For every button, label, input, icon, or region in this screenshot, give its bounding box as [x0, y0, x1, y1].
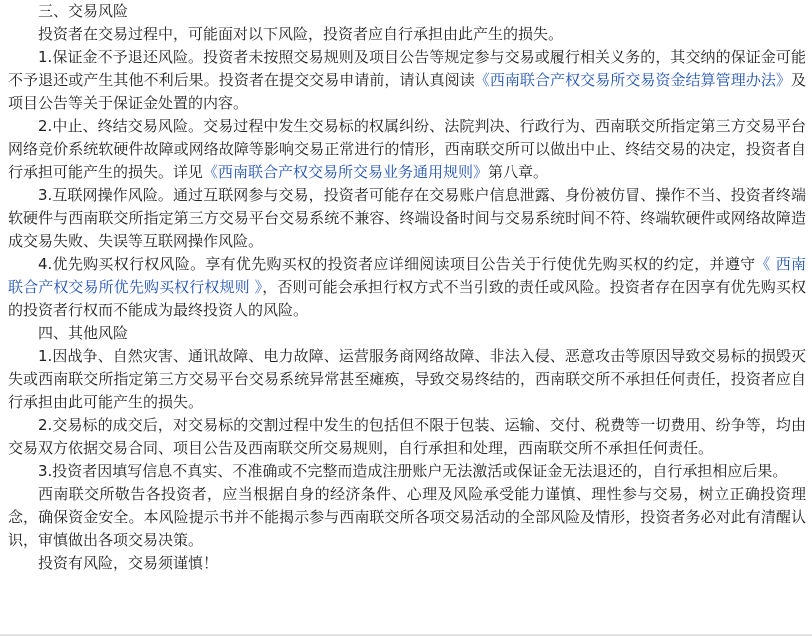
funds-settlement-rules-link[interactable]: 《西南联合产权交易所交易资金结算管理办法》 — [474, 71, 791, 89]
section-heading-trading-risk: 三、交易风险 — [38, 2, 129, 20]
suspension-risk-paragraph — [8, 115, 806, 184]
preemption-rules-link[interactable]: 《 西南联合产权交易所优先购买权行权规则 》 — [8, 255, 806, 296]
suspension-risk-text-end: 第八章。 — [488, 163, 549, 181]
deposit-risk-paragraph — [8, 46, 806, 115]
closing-paragraph: 西南联交所敬告各投资者，应当根据自身的经济条件、心理及风险承受能力谨慎、理性参与交易，树立正确投资理念，确保资金安全。本风险提示书并不能揭示参与西南联交所各项交易活动的全部风险及情形，投资者务必对此有清醒认识，审慎做出各项交易决策。 — [8, 485, 806, 549]
force-majeure-paragraph: 1.因战争、自然灾害、通讯故障、电力故障、运营服务商网络故障、非法入侵、恶意攻击等原因导致交易标的损毁灭失或西南联交所指定第三方交易平台交易系统异常甚至瘫痪，导致交易终结的，西南联交所不承担任何责任，投资者应自行承担由此可能产生的损失。 — [8, 347, 806, 411]
delivery-cost-paragraph: 2.交易标的成交后，对交易标的交割过程中发生的包括但不限于包装、运输、交付、税费等一切费用、纷争等，均由交易双方依据交易合同、项目公告及西南联交所交易规则，自行承担和处理，西南联交所不承担任何责任。 — [8, 416, 806, 457]
preemption-risk-text-end: ，否则可能会承担行权方式不当引致的责任或风险。投资者存在因享有优先购买权的投资者行权而不能成为最终投资人的风险。 — [8, 278, 806, 319]
preemption-risk-paragraph — [8, 253, 806, 322]
internet-risk-paragraph: 3.互联网操作风险。通过互联网参与交易，投资者可能存在交易账户信息泄露、身份被仿冒、操作不当、投资者终端软硬件与西南联交所指定第三方交易平台交易系统不兼容、终端设备时间与交易系统时间不符、终端软硬件或网络故障造成交易失败、失误等互联网操作风险。 — [8, 186, 806, 250]
general-business-rules-link[interactable]: 《西南联合产权交易所交易业务通用规则》 — [203, 163, 489, 181]
section-heading-other-risk: 四、其他风险 — [38, 324, 129, 342]
deposit-risk-text-end: 及项目公告等关于保证金处置的内容。 — [8, 71, 806, 112]
suspension-risk-text: 2.中止、终结交易风险。交易过程中发生交易标的权属纠纷、法院判决、行政行为、西南联交所指定第三方交易平台网络竞价系统软硬件故障或网络故障等影响交易正常进行的情形，西南联交所可以做出中止、终结交易的决定，投资者自行承担可能产生的损失。详见 — [8, 117, 806, 181]
closing-slogan: 投资有风险，交易须谨慎！ — [38, 554, 219, 572]
trading-risk-intro: 投资者在交易过程中，可能面对以下风险，投资者应自行承担由此产生的损失。 — [38, 25, 564, 43]
preemption-risk-text: 4.优先购买权行权风险。享有优先购买权的投资者应详细阅读项目公告关于行使优先购买权的约定，并遵守 — [38, 255, 756, 273]
deposit-risk-text: 1.保证金不予退还风险。投资者未按照交易规则及项目公告等规定参与交易或履行相关义务的，其交纳的保证金可能不予退还或产生其他不利后果。投资者在提交交易申请前，请认真阅读 — [8, 48, 806, 89]
false-info-paragraph: 3.投资者因填写信息不真实、不准确或不完整而造成注册账户无法激活或保证金无法退还的，自行承担相应后果。 — [38, 462, 788, 480]
